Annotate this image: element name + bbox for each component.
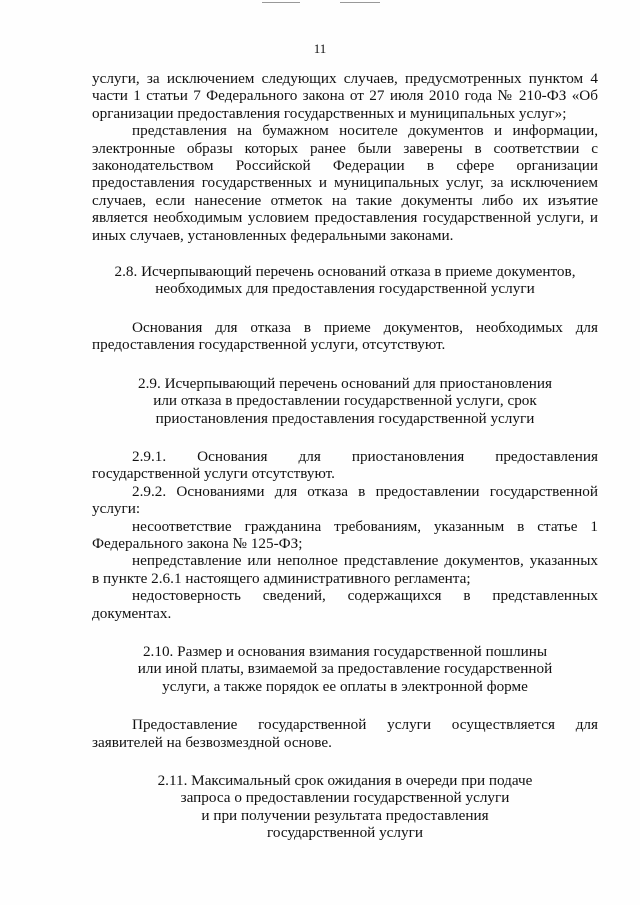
heading-2-11 [92,772,598,842]
heading-2-9 [92,375,598,427]
heading-line: 2.10. Размер и основания взимания государственной пошлины [142,642,548,660]
paragraph-paper-documents: представления на бумажном носителе документов и информации, электронные образы которых ранее были заверены в соответствии с законодательством Российской Федерации в сфере организации предоставления государственных и муниципальных услуг, за исключением случаев, если нанесение отметок на такие документы либо их изъятие является необходимым условием предоставления государственной услуги, и иных случаев, установленных федеральными законами. [92,122,598,244]
paragraph-unreliable-info: недостоверность сведений, содержащихся в представленных документах. [92,587,598,622]
paragraph-continuation: услуги, за исключением следующих случаев, предусмотренных пунктом 4 части 1 статьи 7 Федерального закона от 27 июля 2010 года № 210-ФЗ «Об организации предоставления государственных и муниципальных услуг»; [92,70,598,122]
paragraph-2-9-2: 2.9.2. Основаниями для отказа в предоставлении государственной услуги: [92,482,598,518]
heading-line: необходимых для предоставления государственной услуги [155,280,535,298]
heading-line: государственной услуги [267,824,423,842]
heading-line: или иной платы, взимаемой за предоставление государственной [137,660,553,678]
page-number: 11 [313,41,327,56]
heading-line: услуги, а также порядок ее оплаты в электронной форме [162,677,528,695]
paragraph-2-9-1: 2.9.1. Основания для приостановления предоставления государственной услуги отсутствуют. [92,447,598,483]
heading-line: 2.8. Исчерпывающий перечень оснований отказа в приеме документов, [114,263,576,281]
heading-line: или отказа в предоставлении государственной услуги, срок [153,392,537,410]
heading-2-10 [92,643,598,695]
document-body [92,70,598,842]
heading-line: 2.11. Максимальный срок ожидания в очереди при подаче [157,772,533,789]
heading-line: приостановления предоставления государственной услуги [155,409,535,427]
heading-line: 2.9. Исчерпывающий перечень оснований для приостановления [138,374,552,392]
heading-line: запроса о предоставлении государственной услуги [180,789,510,807]
paragraph-incomplete-documents: непредставление или неполное представление документов, указанных в пункте 2.6.1 настоящего административного регламента; [92,552,598,587]
paragraph-noncompliance: несоответствие гражданина требованиям, указанным в статье 1 Федерального закона № 125-ФЗ; [92,517,598,552]
paragraph-no-refusal-grounds: Основания для отказа в приеме документов, необходимых для предоставления государственной услуги, отсутствуют. [92,318,598,354]
heading-line: и при получении результата предоставления [201,806,489,824]
paragraph-free-of-charge: Предоставление государственной услуги осуществляется для заявителей на безвозмездной основе. [92,716,598,751]
heading-2-8 [92,263,598,298]
scan-marks [262,0,382,6]
